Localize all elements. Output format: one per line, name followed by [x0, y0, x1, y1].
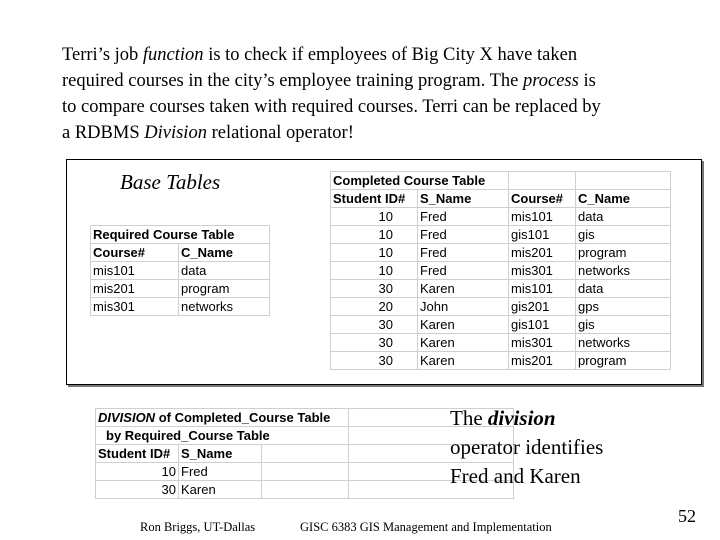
column-header: S_Name	[418, 190, 509, 208]
table-row	[91, 298, 270, 316]
division-line-2: operator identifies	[450, 435, 604, 459]
column-header: S_Name	[179, 445, 262, 463]
table-cell: gis	[576, 316, 671, 334]
table-cell	[262, 463, 349, 481]
intro-emphasis-division: Division	[144, 123, 207, 143]
table-title: Completed Course Table	[331, 172, 509, 190]
table-cell: mis101	[91, 262, 179, 280]
intro-emphasis-function: function	[142, 45, 204, 65]
column-header: Course#	[509, 190, 576, 208]
table-row	[331, 262, 671, 280]
intro-paragraph	[62, 42, 662, 146]
division-emphasis: division	[487, 406, 556, 430]
table-cell: mis101	[509, 280, 576, 298]
intro-text: is to check if employees of Big City X have taken	[203, 45, 578, 65]
table-cell: mis301	[509, 334, 576, 352]
table-cell: John	[418, 298, 509, 316]
table-title	[96, 409, 349, 427]
table-row	[331, 226, 671, 244]
table-cell: Fred	[418, 226, 509, 244]
table-cell: 20	[331, 298, 418, 316]
table-cell: gps	[576, 298, 671, 316]
table-cell: gis101	[509, 316, 576, 334]
table-cell: mis201	[509, 244, 576, 262]
division-line-3: Fred and Karen	[450, 464, 581, 488]
table-cell: gis201	[509, 298, 576, 316]
table-cell: mis201	[509, 352, 576, 370]
table-cell: mis101	[509, 208, 576, 226]
column-header: C_Name	[179, 244, 270, 262]
table-cell: 30	[96, 481, 179, 499]
table-cell: 30	[331, 280, 418, 298]
column-header: Student ID#	[331, 190, 418, 208]
table-cell: Fred	[418, 262, 509, 280]
table-cell: gis101	[509, 226, 576, 244]
table-cell: 10	[96, 463, 179, 481]
table-cell: 10	[331, 244, 418, 262]
table-row	[331, 208, 671, 226]
intro-line-2	[62, 68, 662, 94]
intro-line-3: to compare courses taken with required courses. Terri can be replaced by	[62, 97, 601, 117]
table-cell: networks	[576, 334, 671, 352]
intro-text: Terri’s job	[62, 45, 143, 65]
division-explanation	[450, 404, 603, 491]
footer-course: GISC 6383 GIS Management and Implementation	[300, 520, 552, 534]
table-cell: data	[179, 262, 270, 280]
table-cell	[262, 481, 349, 499]
page-number: 52	[678, 506, 696, 526]
table-row	[91, 280, 270, 298]
table-cell: Karen	[418, 316, 509, 334]
intro-emphasis-process: process	[523, 71, 579, 91]
table-cell	[509, 172, 576, 190]
table-subtitle: by Required_Course Table	[96, 427, 349, 445]
table-row	[331, 298, 671, 316]
table-cell: program	[576, 244, 671, 262]
table-cell: Fred	[418, 208, 509, 226]
table-cell	[576, 172, 671, 190]
base-tables-label: Base Tables	[120, 170, 221, 194]
table-title-text: of Completed_Course Table	[155, 410, 331, 425]
table-cell: program	[576, 352, 671, 370]
table-cell: 30	[331, 352, 418, 370]
table-cell: Fred	[179, 463, 262, 481]
table-cell: 30	[331, 316, 418, 334]
table-cell: Karen	[418, 352, 509, 370]
table-cell: Fred	[418, 244, 509, 262]
table-cell: networks	[179, 298, 270, 316]
intro-line-1	[62, 42, 662, 68]
table-row	[331, 352, 671, 370]
column-header: Student ID#	[96, 445, 179, 463]
completed-course-table	[330, 171, 671, 370]
table-cell: Karen	[179, 481, 262, 499]
table-cell: mis301	[509, 262, 576, 280]
table-cell: 10	[331, 226, 418, 244]
table-cell: mis201	[91, 280, 179, 298]
table-cell: networks	[576, 262, 671, 280]
intro-line-4	[62, 120, 662, 146]
column-header: C_Name	[576, 190, 671, 208]
table-row	[331, 334, 671, 352]
division-text: The	[450, 406, 488, 430]
table-cell: program	[179, 280, 270, 298]
table-cell: 10	[331, 208, 418, 226]
table-cell: gis	[576, 226, 671, 244]
table-cell: 30	[331, 334, 418, 352]
table-cell: mis301	[91, 298, 179, 316]
intro-text: required courses in the city’s employee training program. The	[62, 71, 523, 91]
table-cell: data	[576, 280, 671, 298]
table-row	[331, 280, 671, 298]
table-row	[331, 244, 671, 262]
intro-text: a RDBMS	[62, 123, 145, 143]
table-cell: data	[576, 208, 671, 226]
division-line-1	[450, 404, 603, 433]
footer-author: Ron Briggs, UT-Dallas	[140, 520, 256, 534]
column-header: Course#	[91, 244, 179, 262]
table-row	[331, 316, 671, 334]
table-title-emphasis: DIVISION	[98, 410, 156, 425]
table-cell	[262, 445, 349, 463]
table-row	[91, 262, 270, 280]
intro-text: is	[578, 71, 596, 91]
required-course-table	[90, 225, 270, 316]
table-title: Required Course Table	[91, 226, 270, 244]
intro-text: relational operator!	[206, 123, 354, 143]
table-cell: Karen	[418, 280, 509, 298]
table-cell: Karen	[418, 334, 509, 352]
table-cell: 10	[331, 262, 418, 280]
